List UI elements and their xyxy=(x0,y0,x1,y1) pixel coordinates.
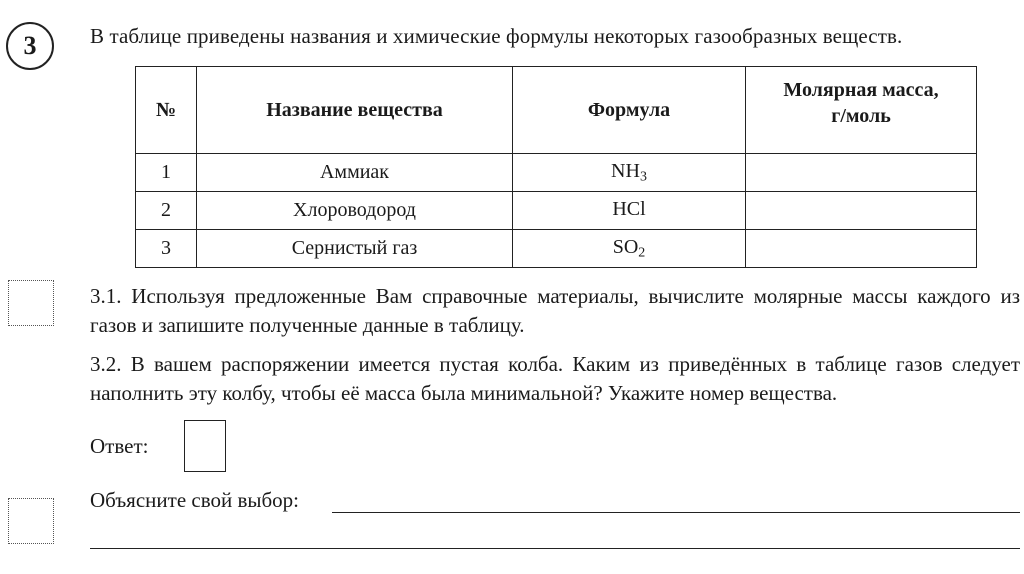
row-name: Аммиак xyxy=(197,154,513,192)
formula-base: HCl xyxy=(612,197,646,220)
row-molar-mass-cell[interactable] xyxy=(746,192,977,230)
header-formula: Формула xyxy=(513,67,746,154)
answer-label: Ответ: xyxy=(90,434,149,458)
question-3-1: 3.1. Используя предложенные Вам справочные материалы, вычислите молярные массы каждого из газов и запишите полученные данные в таблицу. xyxy=(90,284,1020,337)
header-molar-mass xyxy=(746,67,977,154)
table-row xyxy=(136,230,977,268)
explain-answer-line-1[interactable] xyxy=(332,512,1020,513)
score-box-3-2[interactable] xyxy=(8,498,54,544)
row-formula xyxy=(513,154,746,192)
row-formula xyxy=(513,230,746,268)
header-name: Название вещества xyxy=(197,67,513,154)
substances-table xyxy=(135,66,977,268)
row-molar-mass-cell[interactable] xyxy=(746,230,977,268)
row-name: Сернистый газ xyxy=(197,230,513,268)
explain-answer-line-2[interactable] xyxy=(90,548,1020,549)
header-molar-mass-line1: Молярная масса, xyxy=(783,79,939,101)
row-num: 2 xyxy=(136,192,197,230)
intro-text: В таблице приведены названия и химические формулы некоторых газообразных веществ. xyxy=(90,24,903,48)
row-num: 3 xyxy=(136,230,197,268)
task-number-badge xyxy=(6,22,54,70)
formula-subscript: 2 xyxy=(638,245,646,261)
row-num: 1 xyxy=(136,154,197,192)
header-molar-mass-line2: г/моль xyxy=(831,105,891,127)
formula-base: SO xyxy=(612,235,639,258)
answer-input-box[interactable] xyxy=(184,420,226,472)
task-number: 3 xyxy=(23,31,37,60)
table-header-row xyxy=(136,67,977,154)
score-box-3-1[interactable] xyxy=(8,280,54,326)
question-3-2: 3.2. В вашем распоряжении имеется пустая колба. Каким из приведённых в таблице газов следует наполнить эту колбу, чтобы её масса была минимальной? Укажите номер вещества. xyxy=(90,352,1020,405)
formula-subscript: 3 xyxy=(639,169,647,185)
row-formula xyxy=(513,192,746,230)
formula-base: NH xyxy=(611,159,640,182)
explain-label: Объясните свой выбор: xyxy=(90,488,300,512)
header-num: № xyxy=(136,67,197,154)
row-molar-mass-cell[interactable] xyxy=(746,154,977,192)
table-row xyxy=(136,192,977,230)
row-name: Хлороводород xyxy=(197,192,513,230)
table-row xyxy=(136,154,977,192)
